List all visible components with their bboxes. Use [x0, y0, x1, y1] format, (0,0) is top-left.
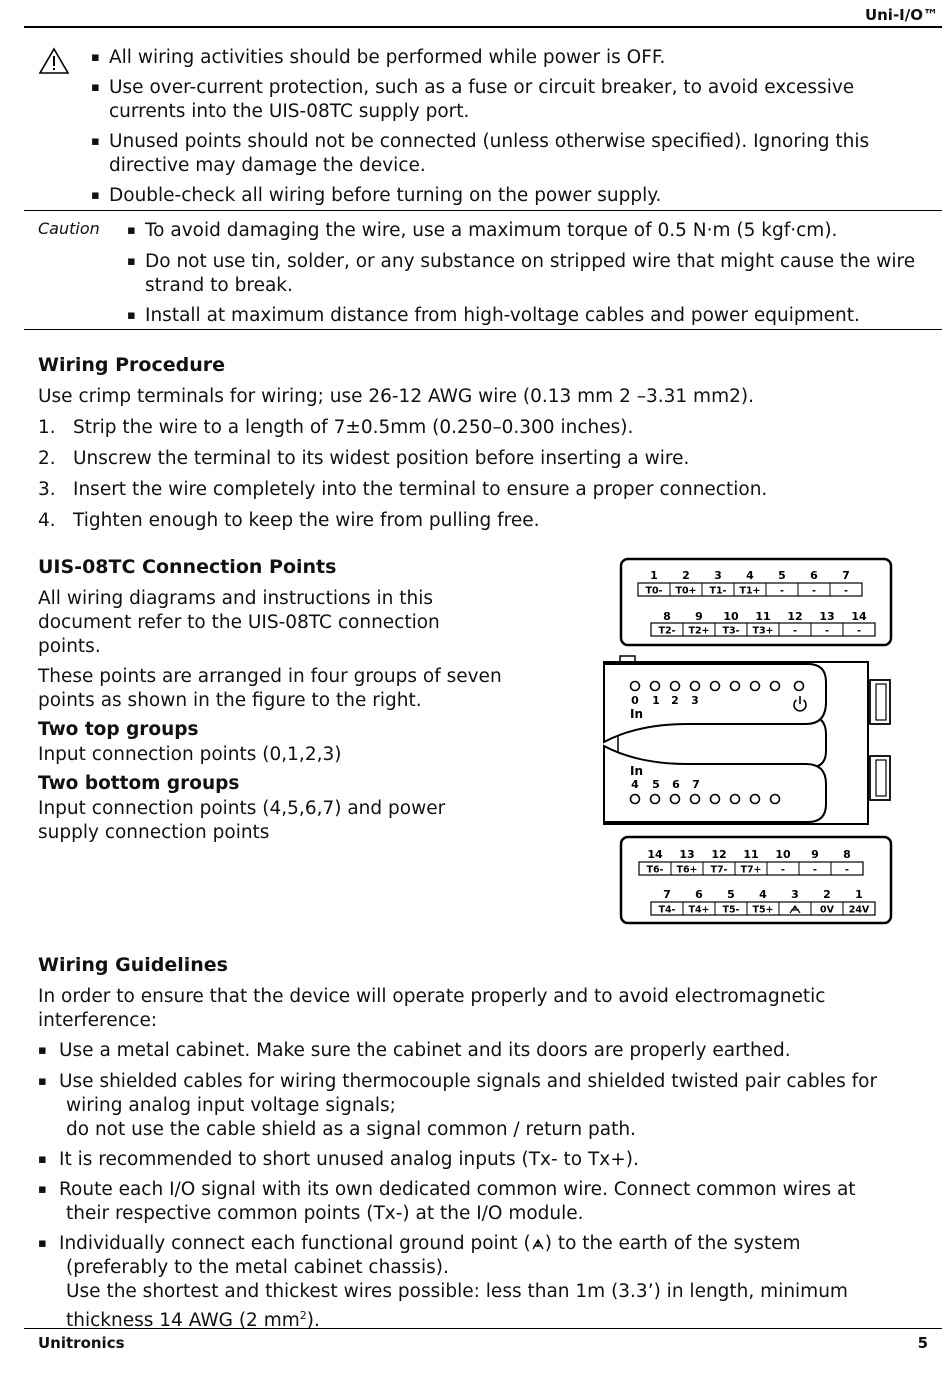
- terminal-label: T3+: [752, 625, 774, 637]
- section-title-wiring-guidelines: Wiring Guidelines: [38, 954, 228, 976]
- terminal-label: -: [793, 625, 797, 637]
- terminal-label: T6+: [676, 864, 698, 876]
- terminal-number: 3: [714, 569, 722, 582]
- terminal-number: 5: [727, 888, 735, 901]
- warning-triangle-icon: [38, 47, 70, 79]
- terminal-label: T0-: [645, 585, 663, 597]
- subheading-bottom-groups: Two bottom groups: [38, 773, 240, 794]
- terminal-number: 7: [663, 888, 671, 901]
- terminal-label: T1+: [739, 585, 761, 597]
- footer-rule: [24, 1328, 942, 1329]
- procedure-step: 2. Unscrew the terminal to its widest position before inserting a wire.: [38, 448, 690, 469]
- terminal-label: T4+: [688, 904, 710, 916]
- terminal-label: T7-: [710, 864, 728, 876]
- terminal-label: T5-: [722, 904, 740, 916]
- wiring-procedure-intro: Use crimp terminals for wiring; use 26-12 AWG wire (0.13 mm 2 –3.31 mm2).: [38, 386, 754, 407]
- terminal-number: 10: [775, 848, 791, 861]
- terminal-label: T6-: [646, 864, 664, 876]
- terminal-label: T4-: [658, 904, 676, 916]
- divider: [24, 329, 942, 330]
- guideline-item: ▪ Route each I/O signal with its own dedicated common wire. Connect common wires at their respective common points (Tx-) at the I/O module.: [38, 1179, 856, 1224]
- warning-item: ▪ All wiring activities should be performed while power is OFF.: [91, 47, 666, 68]
- terminal-number: 13: [679, 848, 695, 861]
- terminal-number: 5: [778, 569, 786, 582]
- terminal-number: 3: [791, 888, 799, 901]
- guidelines-intro: In order to ensure that the device will operate properly and to avoid electromagnetic interference:: [38, 986, 826, 1031]
- terminal-label: T5+: [752, 904, 774, 916]
- section-title-connection-points: UIS-08TC Connection Points: [38, 556, 337, 578]
- terminal-number: 7: [842, 569, 850, 582]
- terminal-label: 0V: [820, 904, 834, 916]
- terminal-number: 8: [663, 610, 671, 623]
- channel-number: 4: [631, 778, 639, 791]
- channel-number: 7: [692, 778, 700, 791]
- terminal-number: 2: [823, 888, 831, 901]
- caution-label: Caution: [38, 219, 100, 238]
- bottom-groups-text: Input connection points (4,5,6,7) and power supply connection points: [38, 798, 446, 843]
- channel-number: 6: [672, 778, 680, 791]
- procedure-step: 4. Tighten enough to keep the wire from pulling free.: [38, 510, 540, 531]
- terminal-label: -: [812, 585, 816, 597]
- caution-item: ▪ To avoid damaging the wire, use a maximum torque of 0.5 N·m (5 kgf·cm).: [127, 220, 838, 241]
- uis-08tc-diagram: [598, 556, 900, 928]
- terminal-number: 2: [682, 569, 690, 582]
- guideline-item: ▪ Use a metal cabinet. Make sure the cabinet and its doors are properly earthed.: [38, 1040, 791, 1061]
- guideline-item: ▪ It is recommended to short unused analog inputs (Tx- to Tx+).: [38, 1149, 639, 1170]
- terminal-number: 12: [711, 848, 727, 861]
- terminal-number: 1: [855, 888, 863, 901]
- top-groups-text: Input connection points (0,1,2,3): [38, 744, 342, 765]
- terminal-label: -: [825, 625, 829, 637]
- warning-item: ▪ Use over-current protection, such as a fuse or circuit breaker, to avoid excessive currents into the UIS-08TC supply port.: [91, 77, 855, 122]
- channel-number: 5: [652, 778, 660, 791]
- terminal-number: 9: [811, 848, 819, 861]
- terminal-number: 11: [743, 848, 759, 861]
- connection-points-paragraph: All wiring diagrams and instructions in this document refer to the UIS-08TC connection points.: [38, 588, 440, 657]
- terminal-number: 1: [650, 569, 658, 582]
- terminal-number: 10: [723, 610, 739, 623]
- terminal-label: -: [813, 864, 817, 876]
- terminal-number: 6: [810, 569, 818, 582]
- section-title-wiring-procedure: Wiring Procedure: [38, 354, 225, 376]
- terminal-number: 11: [755, 610, 771, 623]
- header-rule: [24, 26, 942, 28]
- page-number: 5: [917, 1334, 928, 1352]
- terminal-number: 6: [695, 888, 703, 901]
- terminal-label: T0+: [675, 585, 697, 597]
- caution-item: ▪ Install at maximum distance from high-voltage cables and power equipment.: [127, 305, 860, 326]
- terminal-number: 4: [746, 569, 754, 582]
- in-label-bottom: In: [630, 764, 644, 778]
- terminal-label: -: [857, 625, 861, 637]
- terminal-label: T3-: [722, 625, 740, 637]
- warning-item: ▪ Double-check all wiring before turning on the power supply.: [91, 185, 662, 206]
- terminal-number: 13: [819, 610, 835, 623]
- channel-number: 2: [671, 694, 679, 707]
- warning-item: ▪ Unused points should not be connected (unless otherwise specified). Ignoring this directive may damage the device.: [91, 131, 870, 176]
- terminal-number: 14: [647, 848, 663, 861]
- terminal-label: T2-: [658, 625, 676, 637]
- module-body: [604, 656, 890, 824]
- terminal-label: -: [845, 864, 849, 876]
- channel-number: 0: [631, 694, 639, 707]
- terminal-number: 12: [787, 610, 803, 623]
- terminal-label: -: [780, 585, 784, 597]
- in-label-top: In: [630, 707, 644, 721]
- terminal-label: T2+: [688, 625, 710, 637]
- functional-ground-icon: [531, 1236, 545, 1250]
- terminal-label: T7+: [740, 864, 762, 876]
- header-title: Uni-I/O™: [864, 6, 938, 24]
- procedure-step: 1. Strip the wire to a length of 7±0.5mm (0.250–0.300 inches).: [38, 417, 634, 438]
- terminal-label: -: [781, 864, 785, 876]
- terminal-label: T1-: [709, 585, 727, 597]
- terminal-label: 24V: [848, 904, 870, 916]
- connection-points-paragraph: These points are arranged in four groups of seven points as shown in the figure to the right.: [38, 666, 502, 711]
- subheading-top-groups: Two top groups: [38, 719, 199, 740]
- terminal-number: 9: [695, 610, 703, 623]
- terminal-number: 8: [843, 848, 851, 861]
- procedure-step: 3. Insert the wire completely into the terminal to ensure a proper connection.: [38, 479, 768, 500]
- terminal-number: 14: [851, 610, 867, 623]
- footer-company: Unitronics: [38, 1334, 125, 1352]
- guideline-item: ▪ Use shielded cables for wiring thermocouple signals and shielded twisted pair cables for wiring analog input voltage signals; do not use the cable shield as a signal common / return path.: [38, 1071, 878, 1140]
- caution-item: ▪ Do not use tin, solder, or any substance on stripped wire that might cause the wire strand to break.: [127, 251, 916, 296]
- channel-number: 1: [652, 694, 660, 707]
- channel-number: 3: [691, 694, 699, 707]
- terminal-label: -: [844, 585, 848, 597]
- divider: [24, 210, 942, 211]
- guideline-item: ▪ Individually connect each functional ground point ( ) to the earth of the system (preferably to the metal cabinet chassis). Use the shortest and thickest wires possible: less than 1m (3.3’) in length, minimum thickness 14 AWG (2 $mm^2$).: [38, 1233, 848, 1332]
- terminal-number: 4: [759, 888, 767, 901]
